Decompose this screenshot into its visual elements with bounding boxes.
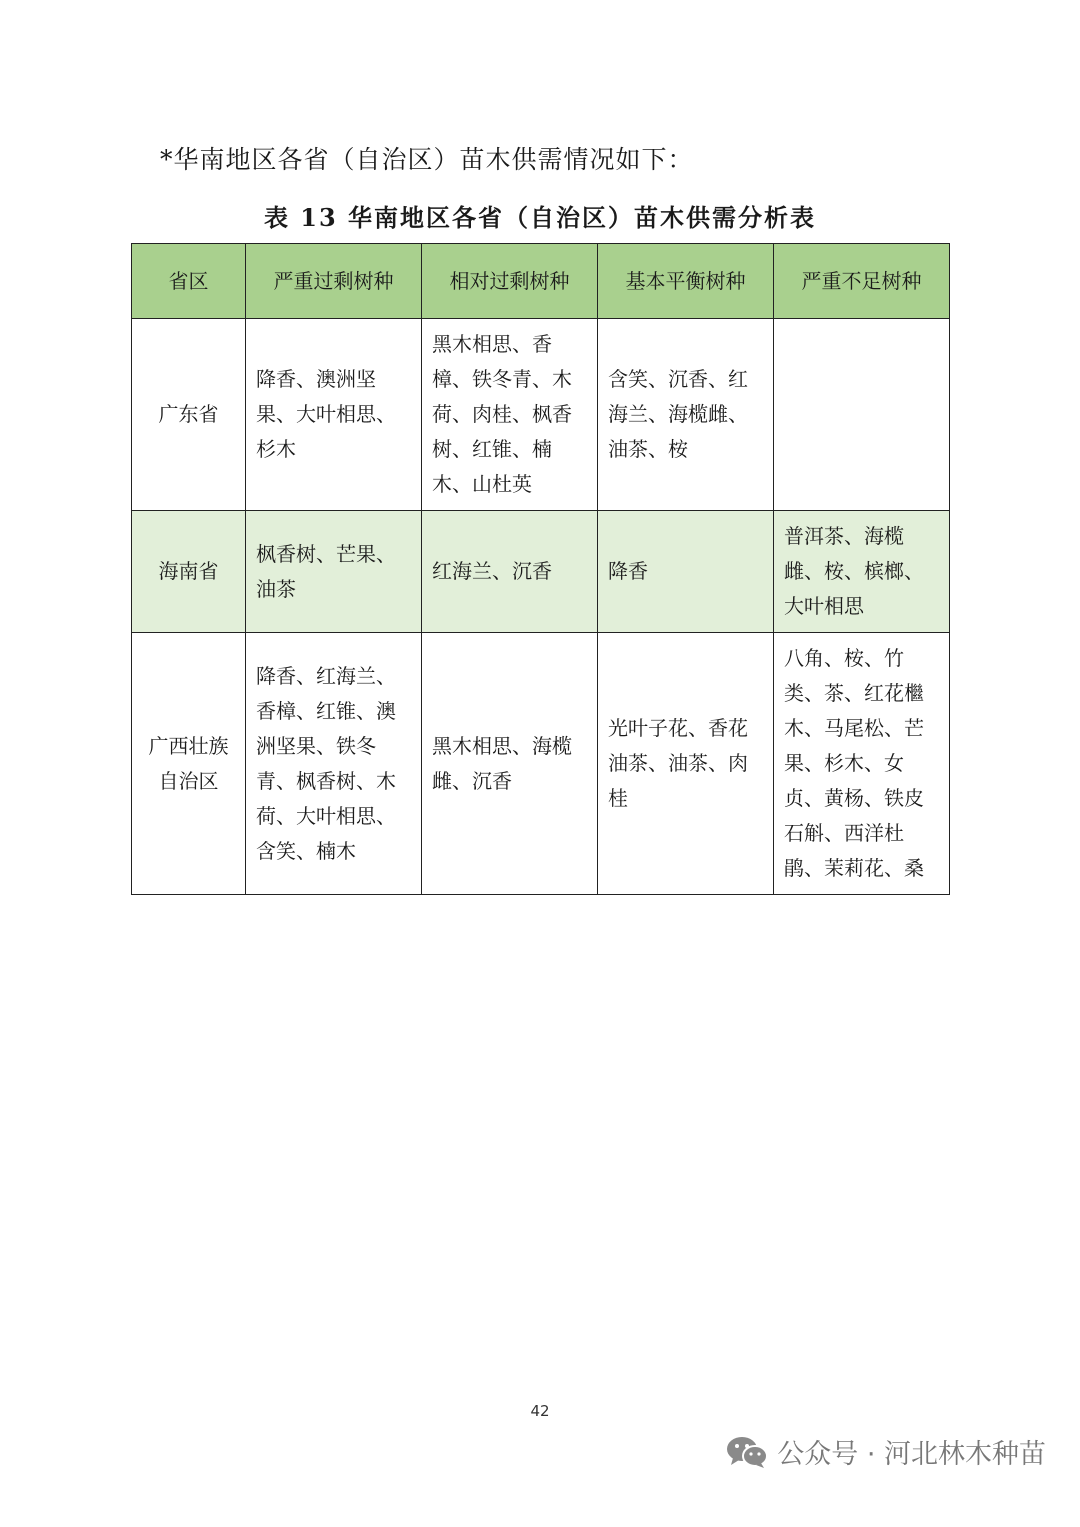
cell-relative-surplus: 黑木相思、香樟、铁冬青、木荷、肉桂、枫香树、红锥、楠木、山杜英 [422,319,598,511]
cell-relative-surplus: 黑木相思、海榄雌、沉香 [422,633,598,895]
header-severe-surplus: 严重过剩树种 [246,244,422,319]
table-header-row [132,244,950,319]
cell-severe-surplus: 枫香树、芒果、油茶 [246,511,422,633]
table-row [132,319,950,511]
table-row [132,511,950,633]
cell-relative-surplus: 红海兰、沉香 [422,511,598,633]
cell-province: 广东省 [132,319,246,511]
cell-severe-shortage: 八角、桉、竹类、茶、红花檵木、马尾松、芒果、杉木、女贞、黄杨、铁皮石斛、西洋杜鹃、茉莉花、桑 [774,633,950,895]
header-balanced: 基本平衡树种 [598,244,774,319]
header-relative-surplus: 相对过剩树种 [422,244,598,319]
cell-severe-surplus: 降香、红海兰、香樟、红锥、澳洲坚果、铁冬青、枫香树、木荷、大叶相思、含笑、楠木 [246,633,422,895]
watermark-text: 公众号 · 河北林木种苗 [777,1439,1046,1470]
cell-balanced: 光叶子花、香花油茶、油茶、肉桂 [598,633,774,895]
cell-severe-shortage: 普洱茶、海榄雌、桉、槟榔、大叶相思 [774,511,950,633]
wechat-icon [725,1435,769,1469]
supply-demand-table [131,243,950,895]
cell-province: 海南省 [132,511,246,633]
header-severe-shortage: 严重不足树种 [774,244,950,319]
header-province: 省区 [132,244,246,319]
table-caption: 表 13 华南地区各省（自治区）苗木供需分析表 [263,203,817,232]
page-number: 42 [530,1402,550,1420]
watermark [725,1432,1046,1471]
cell-province: 广西壮族自治区 [132,633,246,895]
cell-balanced: 降香 [598,511,774,633]
intro-text: *华南地区各省（自治区）苗木供需情况如下： [160,145,694,174]
cell-severe-shortage [774,319,950,511]
table-row [132,633,950,895]
cell-balanced: 含笑、沉香、红海兰、海榄雌、油茶、桉 [598,319,774,511]
cell-severe-surplus: 降香、澳洲坚果、大叶相思、杉木 [246,319,422,511]
